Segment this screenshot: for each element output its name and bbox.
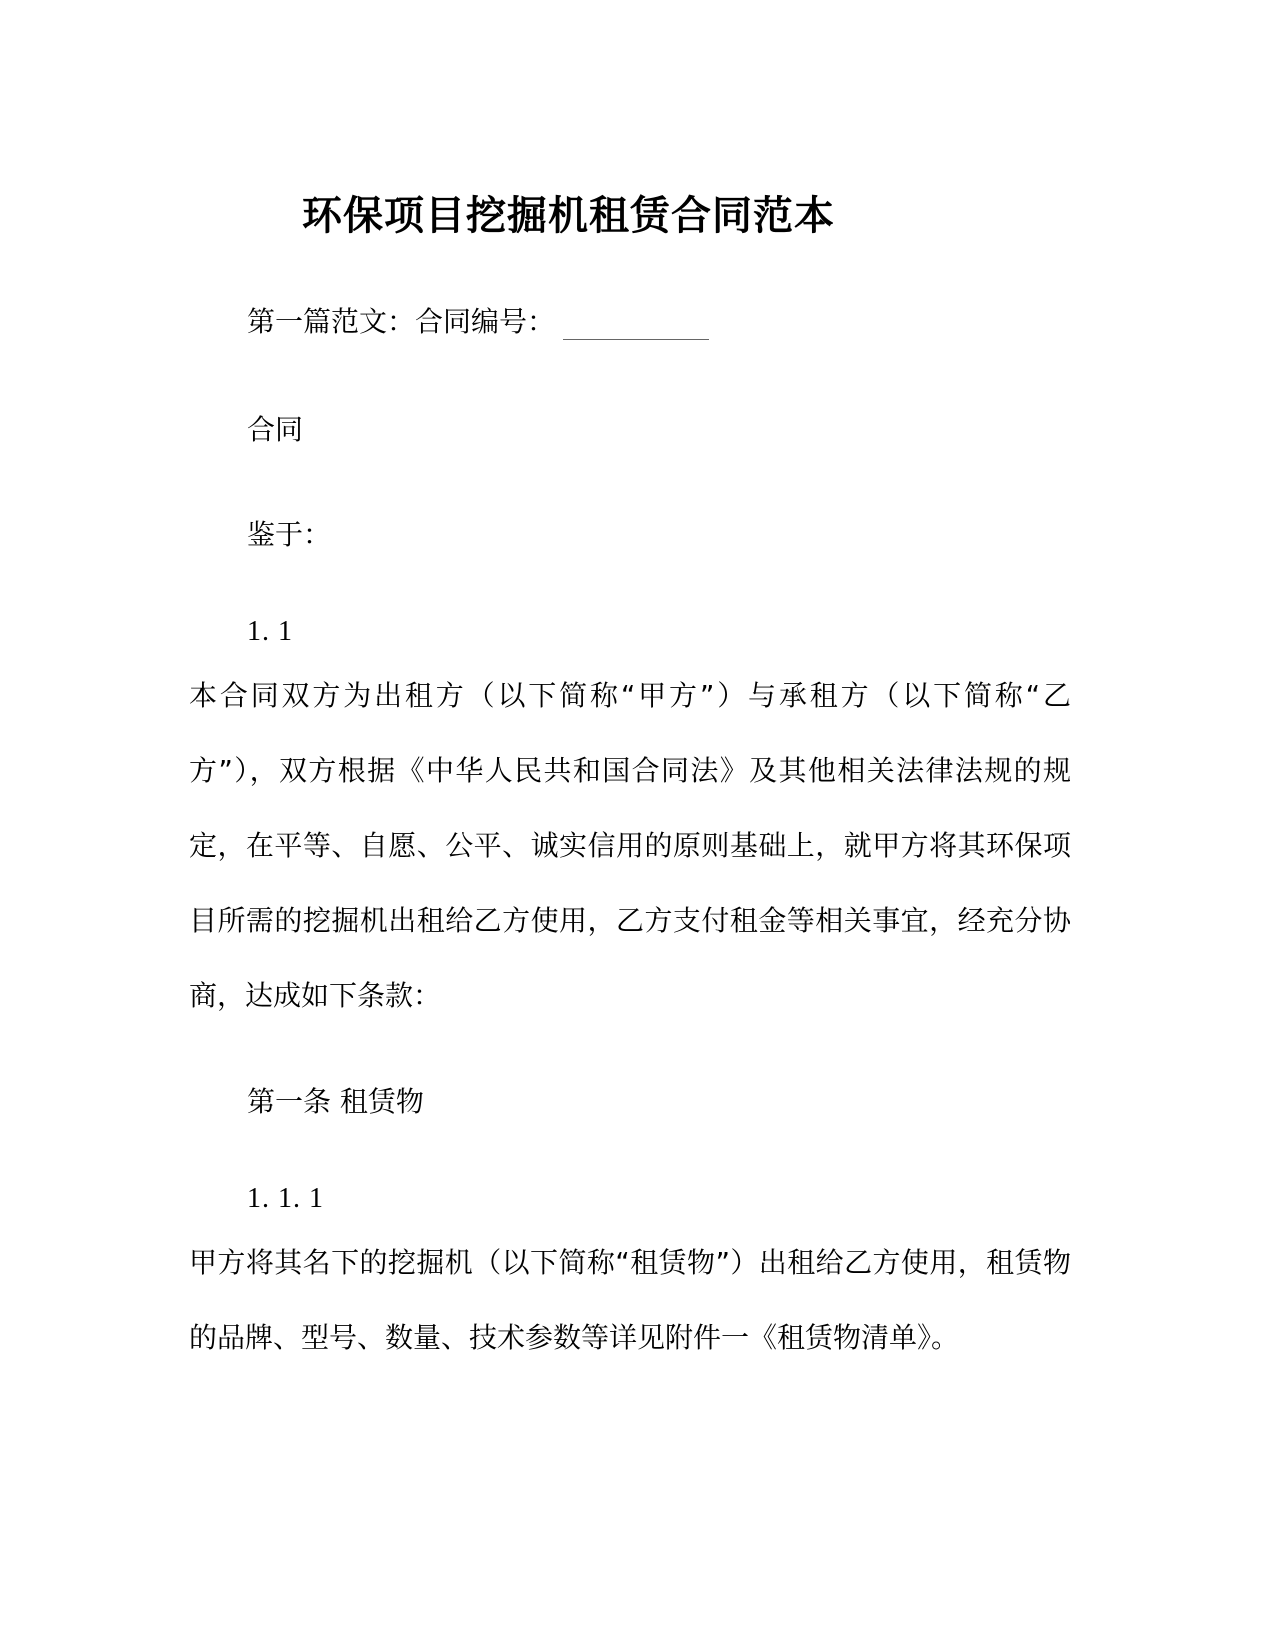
contract-label: 合同 [247, 413, 304, 446]
section-number-1-1: 1. 1 [247, 616, 293, 647]
document-title: 环保项目挖掘机租赁合同范本 [302, 193, 835, 239]
contract-number-blank[interactable] [563, 309, 709, 340]
contract-number-line [247, 300, 709, 340]
paragraph-parties: 本合同双方为出租方（以下简称“甲方”）与承租方（以下简称“乙方”），双方根据《中华人民共和国合同法》及其他相关法律法规的规定，在平等、自愿、公平、诚实信用的原则基础上，就甲方将其环保项目所需的挖掘机出租给乙方使用，乙方支付租金等相关事宜，经充分协商，达成如下条款： [189, 679, 1071, 1012]
contract-number-label: 第一篇范文：合同编号： [247, 305, 556, 338]
whereas-label: 鉴于： [247, 518, 332, 551]
section-number-1-1-1: 1. 1. 1 [247, 1183, 324, 1214]
paragraph-lease-object: 甲方将其名下的挖掘机（以下简称“租赁物”）出租给乙方使用，租赁物的品牌、型号、数量、技术参数等详见附件一《租赁物清单》。 [189, 1246, 1071, 1354]
article-1-heading: 第一条 租赁物 [247, 1085, 424, 1118]
